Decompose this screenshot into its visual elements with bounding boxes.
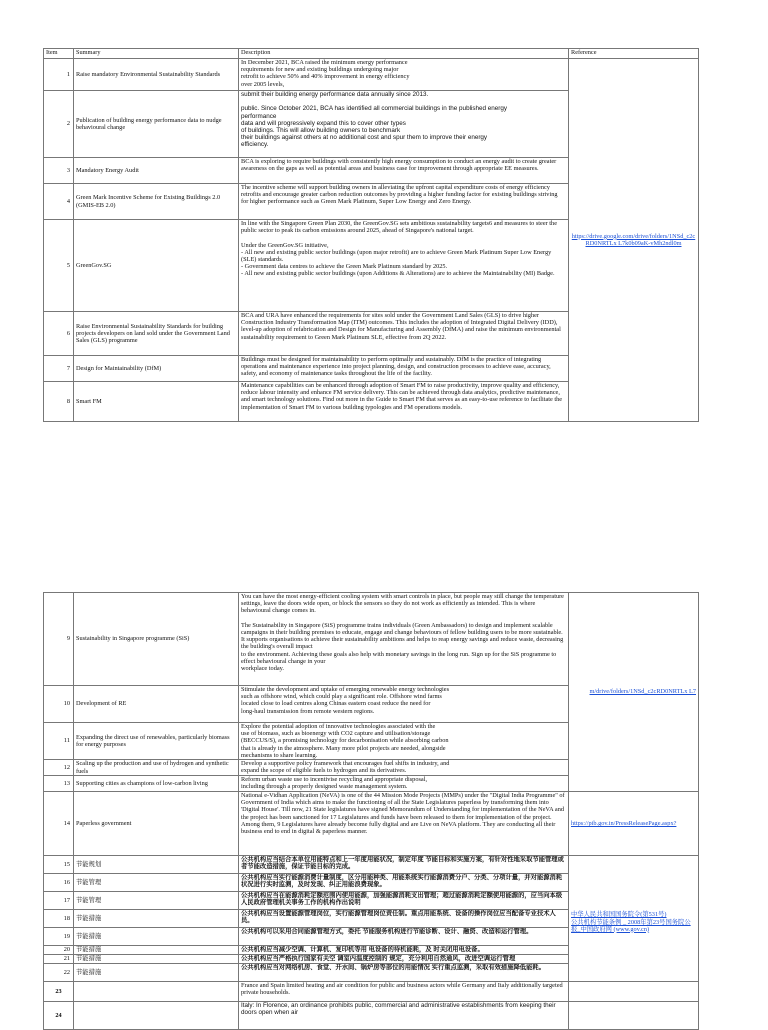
item-description: In December 2021, BCA raised the minimum energy performance requirements for new and existing buildings undergoing major retrofit to achieve 50% and 40% improvement in energy efficiency over 2005 levels, [239, 59, 569, 91]
reference-link-drive[interactable]: https://drive.google.com/drive/folders/1NSd_c2cRD0NRTLx L7k0b09aK-vMh2ndl0m [571, 232, 696, 247]
item-description: Buildings must be designed for maintainability to perform optimally and sustainably. DfM is the practice of integrating operations and maintenance experience into project planning, design, and construction processes to achieve ease, accuracy, safety, and economy of maintenance tasks throughout the life of the facility. [239, 356, 569, 382]
table-row [44, 856, 699, 874]
item-summary: 节能措施 [74, 955, 239, 964]
table-row [44, 593, 699, 686]
item-number: 19 [44, 928, 74, 946]
item-number: 23 [44, 982, 74, 1002]
reference-cell [569, 593, 699, 792]
item-description: 公共机构应当严格执行国家有关空 调室内温度控制的 规定，充分利用自然通风，改进空调运行管理 [239, 955, 569, 964]
table-row [44, 792, 699, 856]
reference-link-china[interactable]: 中华人民共和国国务院令(第531号) 公共机构节能条例 _ 2008年第23号国务院公报_中国政府网 (www.gov.cn) [571, 911, 691, 933]
item-number: 8 [44, 382, 74, 422]
item-number: 16 [44, 874, 74, 892]
item-description: France and Spain limited heating and air condition for public and business actors while Germany and Italy additionally targeted private households. [239, 982, 569, 1002]
item-number: 22 [44, 964, 74, 982]
measures-table-1 [43, 48, 699, 422]
item-description: 公共机构可以采用合同能源管理方式，委托 节能服务机构进行节能诊断、设计、融资、改造和运行管理。 [239, 928, 569, 946]
item-number: 10 [44, 686, 74, 723]
item-number: 6 [44, 312, 74, 356]
item-description: National e-Vidhan Application (NeVA) is one of the 44 Mission Mode Projects (MMPs) under the "Digital India Programme" of Government of India which aims to make the functioning of all the State Legislatures paperless by transforming them into 'Digital House'. Till now, 21 State legislatures have signed Memorandum of Understanding for implementation of the NeVA and the project has been sanctioned for 17 Legislatures and funds have been released to them for implementation of the project. Among them, 9 Legislatures have already become fully digital and are Live on NeVA platform. They are conducting all their business end to end in digital & paperless manner. [239, 792, 569, 856]
item-summary: Publication of building energy performance data to nudge behavioural change [74, 91, 239, 158]
item-summary: Development of RE [74, 686, 239, 723]
item-summary: Expanding the direct use of renewables, particularly biomass for energy purposes [74, 723, 239, 760]
measures-table-2 [43, 592, 699, 1030]
item-description: Maintenance capabilities can be enhanced through adoption of Smart FM to raise productivity, improve quality and efficiency, reduce labour intensity and enhance FM service delivery. This can be achieved through data analytics, predictive maintenance, and smart technology solutions. Find out more in the Guide to Smart FM that serves as an easy-to-use reference to facilitate the implementation of Smart FM to various building typologies and FM operations models. [239, 382, 569, 422]
item-number: 4 [44, 184, 74, 220]
item-summary: 节能管理 [74, 874, 239, 892]
table-row [44, 59, 699, 91]
item-number: 14 [44, 792, 74, 856]
item-description: 公共机构应当实行能源消费计量制度，区分用能种类、用能系统实行能源消费分户、分类、分项计量，并对能源消耗状况进行实时监测，及时发现、纠正用能浪费现象。 [239, 874, 569, 892]
item-number: 15 [44, 856, 74, 874]
item-description: BCA and URA have enhanced the requirements for sites sold under the Government Land Sales (GLS) to drive higher Construction Industry Transformation Map (ITM) outcomes. This includes the adoption of Integrated Digital Delivery (IDD), level-up adoption of refabrication and Design for Manufacturing and Assembly (DfMA) and raise the minimum environmental sustainability requirement to Green Mark Platinum SLE, effective from 2Q 2022. [239, 312, 569, 356]
item-description: 公共机构应当对网络机房、食堂、开水间、锅炉房等部位的用能情况 实行重点监测，采取有效措施降低能耗。 [239, 964, 569, 982]
item-description: Explore the potential adoption of innovative technologies associated with the use of biomass, such as bioenergy with CO2 capture and utilisation/storage (BECCUS/S), a promising technology for decarbonisation while absorbing carbon that is already in the atmosphere. Many more pilot projects are needed, alongside mechanisms to share learning. [239, 723, 569, 760]
item-description: Italy: In Florence, an ordinance prohibits public, commercial and administrative establishments from keeping their doors open when air [239, 1002, 569, 1030]
item-summary: 节能措施 [74, 928, 239, 946]
item-summary: Paperless government [74, 792, 239, 856]
header-description: Description [239, 49, 569, 59]
item-summary: Green Mark Incentive Scheme for Existing Buildings 2.0 (GMIS-EB 2.0) [74, 184, 239, 220]
item-description: You can have the most energy-efficient cooling system with smart controls in place, but people may still change the temperature settings, leave the doors wide open, or block the sensors so they do not work as efficiently as intended. This is where behavioural change comes in. The Sustainability in Singapore (SiS) programme trains individuals (Green Ambassadors) to design and implement scalable campaigns in their building premises to educate, engage and change behaviours of fellow building users to be more sustainable. It supports organisations to achieve their sustainability ambitions and helps to reap energy savings and reduce waste, decreasing the building's overall impact to the environment. Achieving these goals also help with monetary savings in the long run. Sign up for the SiS programme to effect behavioural change in your workplace today. [239, 593, 569, 686]
reference-link-pib[interactable]: https://pib.gov.in/PressReleasePage.aspx? [571, 819, 677, 827]
item-summary: 节能措施 [74, 946, 239, 955]
item-summary [74, 982, 239, 1002]
item-number: 21 [44, 955, 74, 964]
reference-cell [569, 856, 699, 982]
item-summary: 节能管理 [74, 892, 239, 910]
item-number: 3 [44, 158, 74, 184]
item-number: 7 [44, 356, 74, 382]
item-summary: 节能措施 [74, 910, 239, 928]
item-description: 公共机构应当在能源消耗定额范围内使用能源，加强能源消耗支出管理；超过能源消耗定额使用能源的，应当向本级人民政府管理机关事务工作的机构作出说明 [239, 892, 569, 910]
item-number: 1 [44, 59, 74, 91]
item-summary: Supporting cities as champions of low-carbon living [74, 776, 239, 792]
item-summary: Design for Maintainability (DfM) [74, 356, 239, 382]
item-summary: GreenGov.SG [74, 220, 239, 312]
header-reference: Reference [569, 49, 699, 59]
item-summary: Mandatory Energy Audit [74, 158, 239, 184]
item-description: 公共机构应当设置能源管理岗位，实行能源管理岗位责任制。重点用能系统、设备的操作岗位应当配备专业技术人员。 [239, 910, 569, 928]
item-description: In line with the Singapore Green Plan 2030, the GreenGov.SG sets ambitious sustainability targets6 and measures to steer the public sector to peak its carbon emissions around 2025, ahead of Singapore's national target. Under the GreenGov.SG initiative, - All new and existing public sector buildings (upon major retrofit) are to achieve Green Mark Platinum Super Low Energy (SLE) standards. - Government data centres to achieve the Green Mark Platinum standard by 2025. - All new and existing public sector buildings (upon Additions & Alterations) are to achieve the Maintainability (MI) Badge. [239, 220, 569, 312]
table-header-row [44, 49, 699, 59]
item-number: 11 [44, 723, 74, 760]
item-description: submit their building energy performance data annually since 2013. public. Since October 2021, BCA has identified all commercial buildings in the published energy performance data and will progressively expand this to cover other types of buildings. This will allow building owners to benchmark their buildings against others at no additional cost and spur them to improve their energy efficiency. [239, 91, 569, 158]
item-summary: Raise Environmental Sustainability Standards for building projects developers on land sold under the Government Land Sales (GLS) programme [74, 312, 239, 356]
item-summary: Raise mandatory Environmental Sustainability Standards [74, 59, 239, 91]
item-description: BCA is exploring to require buildings with consistently high energy consumption to conduct an energy audit to create greater awareness on the gaps as well as potential areas and business case for improvement through appropriate EE measures. [239, 158, 569, 184]
item-number: 5 [44, 220, 74, 312]
item-description: Stimulate the development and uptake of emerging renewable energy technologies such as offshore wind, which could play a significant role. Offshore wind farms located close to load centres along Chinas eastern coast reduce the need for long-haul transmission from remote western regions. [239, 686, 569, 723]
header-item: Item [44, 49, 74, 59]
reference-link-drive[interactable]: m/drive/folders/1NSd_c2cRD0NRTLx L7 [589, 688, 696, 696]
table-row [44, 1002, 699, 1030]
reference-cell-empty [569, 982, 699, 1002]
item-number: 24 [44, 1002, 74, 1030]
item-summary: Sustainability in Singapore programme (SiS) [74, 593, 239, 686]
item-number: 13 [44, 776, 74, 792]
item-summary: 节能措施 [74, 964, 239, 982]
reference-cell [569, 59, 699, 422]
item-number: 17 [44, 892, 74, 910]
item-description: 公共机构应当结合本单位用能特点和上一年度用能状况，制定年度 节能目标和实施方案，有针对性地采取节能管理或者节能改造措施，保证节能目标的完成。 [239, 856, 569, 874]
item-number: 20 [44, 946, 74, 955]
item-summary: Scaling up the production and use of hydrogen and synthetic fuels [74, 760, 239, 776]
item-description: 公共机构应当减少空调、计算机、复印机等用 电设备的待机能耗，及 时关闭用电设备。 [239, 946, 569, 955]
item-number: 9 [44, 593, 74, 686]
reference-cell-empty [569, 1002, 699, 1030]
item-description: Develop a supportive policy framework that encourages fuel shifts in industry, and expand the scope of eligible fuels to hydrogen and its derivatives. [239, 760, 569, 776]
item-description: Reform urban waste use to incentivise recycling and appropriate disposal, including through a properly designed waste management system. [239, 776, 569, 792]
header-summary: Summary [74, 49, 239, 59]
item-summary: Smart FM [74, 382, 239, 422]
item-number: 12 [44, 760, 74, 776]
table-row [44, 982, 699, 1002]
reference-cell [569, 792, 699, 856]
item-description: The incentive scheme will support building owners in alleviating the upfront capital expenditure costs of energy efficiency retrofits and encourage greater carbon reduction outcomes by providing a higher funding factor for existing buildings striving for higher performance such as Green Mark Platinum, Super Low Energy and Zero Energy. [239, 184, 569, 220]
item-summary [74, 1002, 239, 1030]
item-number: 2 [44, 91, 74, 158]
item-number: 18 [44, 910, 74, 928]
item-summary: 节能规划 [74, 856, 239, 874]
